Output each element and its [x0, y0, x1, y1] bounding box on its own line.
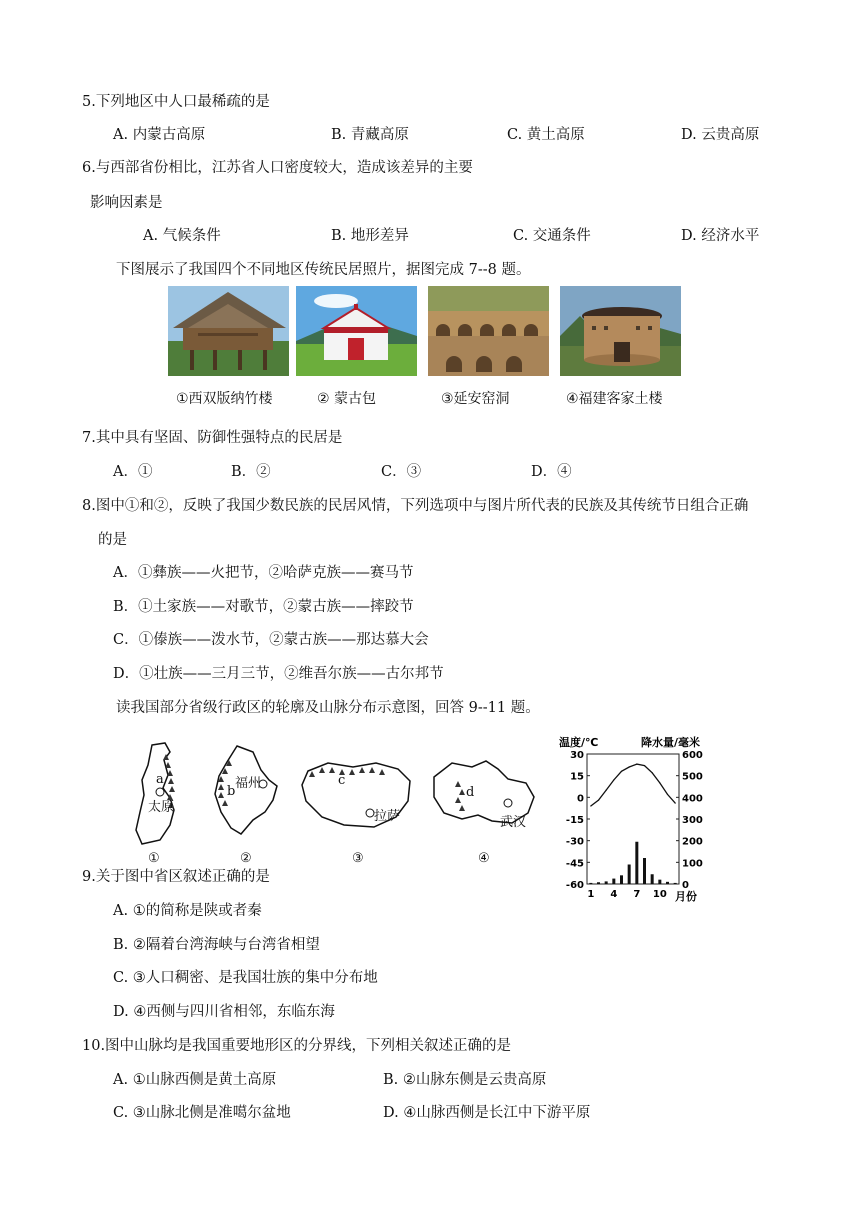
q8-option-b: B．①土家族——对歌节，②蒙古族——摔跤节 [113, 599, 414, 615]
mountain-label-a: a [156, 772, 164, 787]
temp-tick-label: -60 [565, 880, 584, 891]
month-tick-label: 4 [610, 889, 618, 900]
q10-option-b: B. ②山脉东侧是云贵高原 [383, 1072, 547, 1088]
precip-bar [666, 882, 669, 884]
temp-tick-label: 0 [577, 793, 584, 805]
photo-caption-4: ④福建客家土楼 [566, 391, 663, 407]
precip-bar [589, 883, 592, 884]
precip-tick-label: 0 [682, 880, 689, 891]
map-number-2: ② [240, 851, 252, 866]
q6-option-c: C. 交通条件 [513, 228, 591, 244]
intro-7-8: 下图展示了我国四个不同地区传统民居照片，据图完成 7--8 题。 [116, 262, 531, 278]
map-number-3: ③ [352, 851, 364, 866]
q5-option-b: B. 青藏高原 [331, 127, 409, 143]
province-map-4 [428, 757, 538, 837]
q10-option-d: D. ④山脉西侧是长江中下游平原 [383, 1105, 591, 1121]
q10-option-a: A. ①山脉西侧是黄土高原 [113, 1072, 277, 1088]
city-label-fuzhou: 福州 [235, 776, 262, 791]
precip-bar [620, 875, 623, 884]
province-map-2 [205, 742, 285, 842]
precip-bar [643, 858, 646, 884]
month-tick-label: 1 [587, 889, 595, 900]
q9-option-d: D. ④西侧与四川省相邻，东临东海 [113, 1004, 335, 1020]
q5-option-a: A. 内蒙古高原 [113, 127, 206, 143]
precip-bar [658, 880, 661, 884]
q6-stem-line1: 6.与西部省份相比，江苏省人口密度较大，造成该差异的主要 [82, 160, 473, 176]
photo-caption-3: ③延安窑洞 [441, 391, 510, 407]
q8-option-c: C．①傣族——泼水节，②蒙古族——那达慕大会 [113, 632, 429, 648]
q5-option-c: C. 黄土高原 [507, 127, 585, 143]
photo-cave-dwelling [428, 286, 549, 376]
temperature-curve [591, 764, 675, 806]
city-label-lhasa: 拉萨 [374, 809, 401, 824]
q7-option-b: B．② [231, 464, 271, 480]
city-label-taiyuan: 太原 [148, 800, 175, 815]
precip-bar [605, 881, 608, 884]
precip-tick-label: 500 [682, 771, 703, 783]
precip-bar [674, 883, 677, 884]
temperature-point [644, 765, 645, 766]
city-label-wuhan: 武汉 [500, 815, 527, 830]
q10-stem: 10.图中山脉均是我国重要地形区的分界线，下列相关叙述正确的是 [82, 1038, 512, 1054]
q5-option-d: D. 云贵高原 [681, 127, 760, 143]
precip-bar [628, 865, 631, 885]
temperature-point [652, 772, 653, 773]
precip-tick-label: 300 [682, 815, 703, 826]
q6-stem-line2: 影响因素是 [90, 195, 163, 211]
intro-9-11: 读我国部分省级行政区的轮廓及山脉分布示意图，回答 9--11 题。 [116, 700, 540, 716]
precip-tick-label: 400 [682, 793, 703, 805]
precip-bar [612, 879, 615, 884]
temperature-point [613, 779, 614, 780]
q5-stem: 5.下列地区中人口最稀疏的是 [82, 94, 270, 110]
province-map-3 [298, 755, 418, 835]
photo-bamboo-house [168, 286, 289, 376]
mountain-label-c: c [338, 773, 346, 788]
mountain-label-d: d [466, 785, 475, 800]
month-tick-label: 10 [652, 889, 667, 900]
q7-option-a: A．① [113, 464, 153, 480]
photo-tulou [560, 286, 681, 376]
temperature-point [590, 805, 591, 806]
province-map-1 [130, 740, 190, 850]
q6-option-a: A. 气候条件 [143, 228, 221, 244]
precip-bar [651, 874, 654, 884]
temperature-point [621, 771, 622, 772]
temp-tick-label: 30 [570, 750, 584, 761]
q7-option-d: D．④ [531, 464, 572, 480]
precip-tick-label: 200 [682, 836, 703, 848]
q8-stem-line1: 8.图中①和②，反映了我国少数民族的民居风情，下列选项中与图片所代表的民族及其传统节日组合正确 [82, 498, 749, 514]
temperature-point [675, 803, 676, 804]
precip-bar [635, 842, 638, 884]
temp-tick-label: -45 [565, 858, 584, 870]
month-axis-label: 月份 [675, 890, 697, 902]
mountain-label-b: b [227, 784, 236, 799]
q9-option-c: C. ③人口稠密、是我国壮族的集中分布地 [113, 970, 378, 986]
temperature-point [667, 794, 668, 795]
temperature-point [598, 800, 599, 801]
map-number-4: ④ [478, 851, 490, 866]
photo-yurt [296, 286, 417, 376]
photo-caption-2: ② 蒙古包 [317, 391, 377, 407]
month-tick-label: 7 [633, 889, 641, 900]
q10-option-c: C. ③山脉北侧是准噶尔盆地 [113, 1105, 291, 1121]
q8-option-d: D．①壮族——三月三节，②维吾尔族——古尔邦节 [113, 666, 444, 682]
precip-bar [597, 882, 600, 884]
chart-plot-frame [587, 754, 679, 884]
temp-tick-label: -30 [565, 836, 584, 848]
temperature-point [629, 766, 630, 767]
precip-axis-label: 降水量/毫米 [641, 736, 701, 749]
temperature-point [636, 764, 637, 765]
temp-tick-label: 15 [570, 771, 584, 783]
precip-tick-label: 600 [682, 750, 703, 761]
temperature-point [659, 782, 660, 783]
q9-option-a: A. ①的简称是陕或者秦 [113, 903, 262, 919]
q6-option-d: D. 经济水平 [681, 228, 760, 244]
photo-caption-1: ①西双版纳竹楼 [176, 391, 273, 407]
q9-option-b: B. ②隔着台湾海峡与台湾省相望 [113, 937, 320, 953]
precip-tick-label: 100 [682, 858, 703, 870]
q6-option-b: B. 地形差异 [331, 228, 409, 244]
temp-axis-label: 温度/℃ [559, 736, 599, 749]
climate-chart [555, 732, 725, 902]
temp-tick-label: -15 [565, 815, 584, 826]
map-number-1: ① [148, 851, 160, 866]
q7-option-c: C．③ [381, 464, 422, 480]
temperature-point [606, 790, 607, 791]
q8-stem-line2: 的是 [98, 532, 127, 548]
q8-option-a: A．①彝族——火把节，②哈萨克族——赛马节 [113, 565, 414, 581]
q7-stem: 7.其中具有坚固、防御性强特点的民居是 [82, 430, 343, 446]
q9-stem: 9.关于图中省区叙述正确的是 [82, 869, 270, 885]
